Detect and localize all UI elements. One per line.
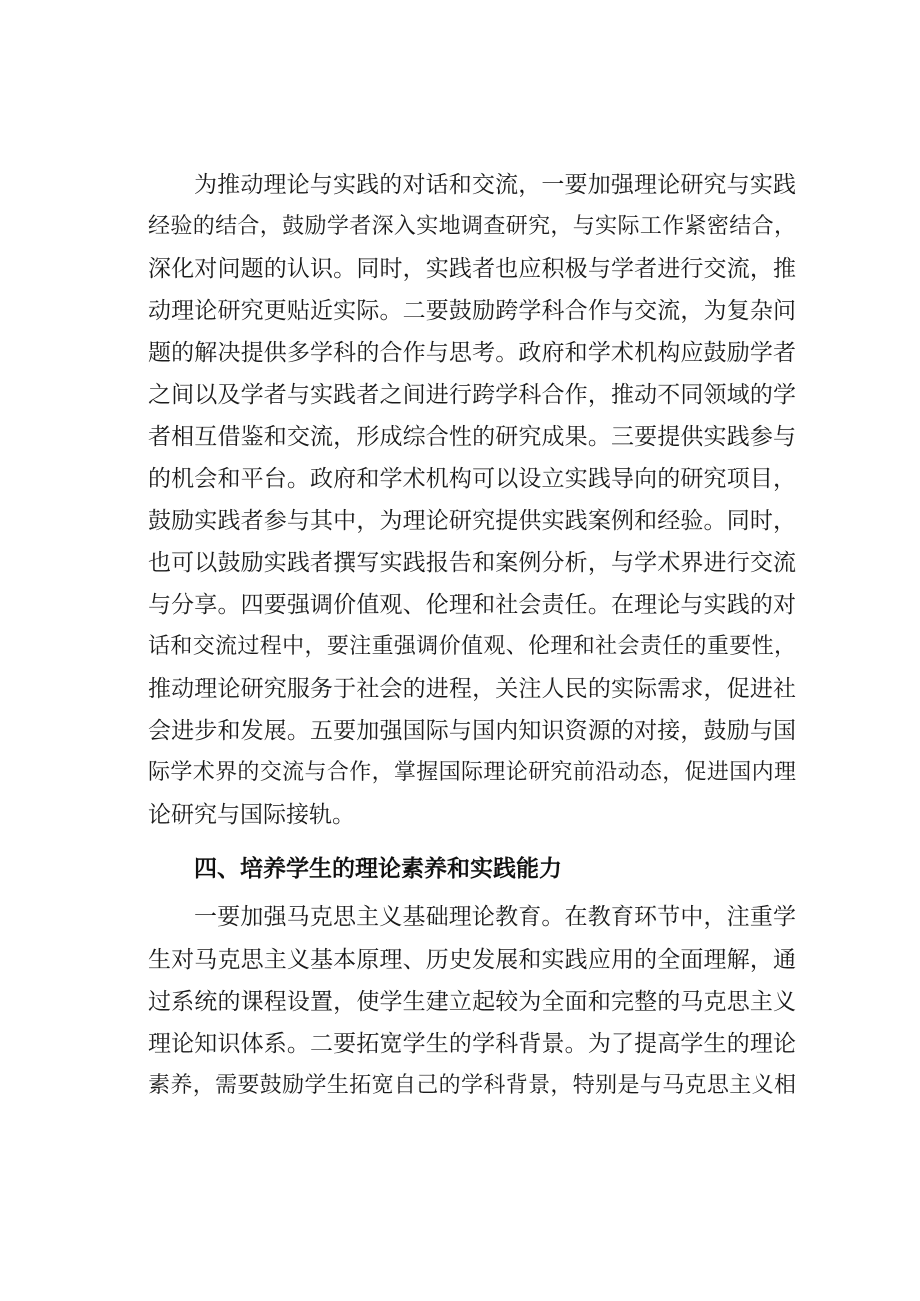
paragraph-1-line-1: 为推动理论与实践的对话和交流，一要加强理论研究与实践: [194, 172, 796, 198]
paragraph-1-line-5: 题的解决提供多学科的合作与思考。政府和学术机构应鼓励学者: [148, 340, 796, 366]
paragraph-1-line-3: 深化对问题的认识。同时，实践者也应积极与学者进行交流，推: [148, 256, 796, 282]
paragraph-1-line-2: 经验的结合，鼓励学者深入实地调查研究，与实际工作紧密结合，: [148, 214, 796, 239]
paragraph-1-line-14: 会进步和发展。五要加强国际与国内知识资源的对接，鼓励与国: [148, 718, 796, 744]
paragraph-1-line-6: 之间以及学者与实践者之间进行跨学科合作，推动不同领域的学: [148, 382, 796, 408]
paragraph-1-line-15: 际学术界的交流与合作，掌握国际理论研究前沿动态，促进国内理: [148, 760, 796, 785]
paragraph-1-line-9: 鼓励实践者参与其中，为理论研究提供实践案例和经验。同时，: [148, 508, 796, 534]
paragraph-1-line-16: 论研究与国际接轨。: [148, 802, 355, 828]
paragraph-1-line-4: 动理论研究更贴近实际。二要鼓励跨学科合作与交流，为复杂问: [148, 298, 796, 324]
paragraph-1-line-7: 者相互借鉴和交流，形成综合性的研究成果。三要提供实践参与: [148, 424, 796, 450]
paragraph-2-line-4: 理论知识体系。二要拓宽学生的学科背景。为了提高学生的理论: [148, 1031, 796, 1057]
paragraph-2-line-5: 素养，需要鼓励学生拓宽自己的学科背景，特别是与马克思主义相: [148, 1073, 796, 1098]
paragraph-1-line-10: 也可以鼓励实践者撰写实践报告和案例分析，与学术界进行交流: [148, 550, 796, 576]
paragraph-2-line-3: 过系统的课程设置，使学生建立起较为全面和完整的马克思主义: [148, 989, 796, 1015]
section-heading: 四、培养学生的理论素养和实践能力: [194, 856, 562, 882]
paragraph-1-line-8: 的机会和平台。政府和学术机构可以设立实践导向的研究项目，: [148, 466, 796, 492]
paragraph-1-line-12: 话和交流过程中，要注重强调价值观、伦理和社会责任的重要性，: [148, 634, 796, 659]
paragraph-2-line-2: 生对马克思主义基本原理、历史发展和实践应用的全面理解，通: [148, 947, 796, 973]
paragraph-1-line-11: 与分享。四要强调价值观、伦理和社会责任。在理论与实践的对: [148, 592, 796, 618]
paragraph-1-line-13: 推动理论研究服务于社会的进程，关注人民的实际需求，促进社: [148, 676, 796, 702]
paragraph-2-line-1: 一要加强马克思主义基础理论教育。在教育环节中，注重学: [194, 904, 796, 930]
